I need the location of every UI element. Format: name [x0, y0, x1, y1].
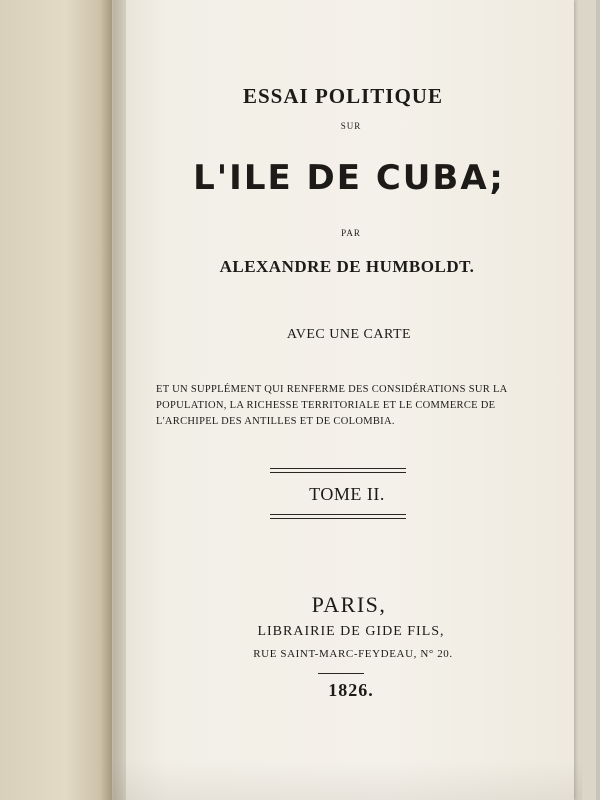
publisher-address: RUE SAINT-MARC-FEYDEAU, N° 20. — [253, 648, 453, 660]
supplement-line-2: POPULATION, LA RICHESSE TERRITORIALE ET LE COMMERCE DE — [156, 400, 496, 411]
author-name: ALEXANDRE DE HUMBOLDT. — [219, 257, 475, 276]
par-word: PAR — [341, 228, 361, 238]
lower-rule-thick — [270, 518, 406, 519]
book-title: L'ILE DE CUBA; — [193, 158, 505, 198]
title-page — [112, 0, 574, 800]
upper-rule-thin — [270, 472, 406, 473]
avec-une-carte: AVEC UNE CARTE — [286, 327, 412, 342]
essai-politique-heading: ESSAI POLITIQUE — [243, 84, 443, 108]
publisher-name: LIBRAIRIE DE GIDE FILS, — [257, 624, 445, 639]
title-page-text — [112, 0, 574, 800]
gutter-shadow — [100, 0, 126, 800]
page-bottom-shade — [112, 760, 582, 800]
supplement-line-1: ET UN SUPPLÉMENT QUI RENFERME DES CONSIDÉRATIONS SUR LA — [156, 384, 508, 395]
city-name: PARIS, — [311, 592, 387, 617]
volume-label: TOME II. — [309, 484, 385, 504]
year-rule — [318, 673, 364, 674]
sur-word: SUR — [340, 121, 362, 131]
upper-rule-thick — [270, 468, 406, 469]
lower-rule-thin — [270, 514, 406, 515]
publication-year: 1826. — [328, 680, 374, 700]
supplement-line-3: L'ARCHIPEL DES ANTILLES ET DE COLOMBIA. — [156, 416, 395, 427]
